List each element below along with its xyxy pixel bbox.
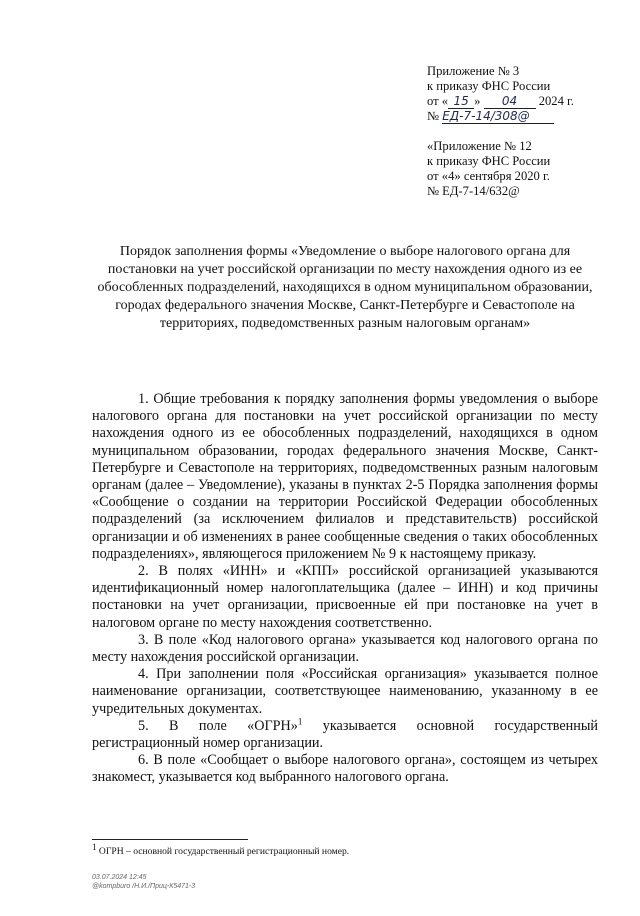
paragraph-2: 2. В полях «ИНН» и «КПП» российской организацией указываются идентификационный номер налогоплательщика (далее – ИНН) и код причины постановки на учет организации, присвоенные ей при постановке на учет в налоговом органе по месту нахождения соответственно. xyxy=(92,563,598,631)
footnote: $^1$ ОГРН – основной государственный регистрационный номер. xyxy=(92,841,350,857)
appendix-number: Приложение № 3 xyxy=(427,64,520,78)
order-number: № ЕД-7-14/308@ xyxy=(427,109,574,124)
handwritten-number: ЕД-7-14/308@ xyxy=(442,110,554,124)
paragraph-5: 5. В поле «ОГРН»$^1$ указывается основной государственный регистрационный номер организации. xyxy=(92,716,598,752)
order-reference: к приказу ФНС России xyxy=(427,79,551,93)
appendix-header-old: «Приложение № 12 к приказу ФНС России от «4» сентября 2020 г. № ЕД-7-14/632@ xyxy=(427,139,551,198)
document-title: Порядок заполнения формы «Уведомление о выборе налогового органа для постановки на учет российской организации по месту нахождения одного из ее обособленных подразделений, находящихся в одном муниципальном образовании, городах федерального значения Москве, Санкт-Петербурге и Севастополе на территориях, подведомственных разным налоговым органам» xyxy=(97,244,593,331)
handwritten-day: 15 xyxy=(448,95,474,109)
paragraph-4: 4. При заполнении поля «Российская организация» указывается полное наименование организации, соответствующее наименованию, указанному в ее учредительных документах. xyxy=(92,666,598,717)
paragraph-3: 3. В поле «Код налогового органа» указывается код налогового органа по месту нахождения российской организации. xyxy=(92,631,598,666)
handwritten-month: 04 xyxy=(484,95,536,109)
print-stamp: 03.07.2024 12:45 @kompburo /Н.И./Приц-К5471-3 xyxy=(92,874,196,890)
appendix-header-new xyxy=(427,64,574,124)
paragraph-1: 1. Общие требования к порядку заполнения формы уведомления о выборе налогового органа для постановки на учет российской организации по месту нахождения одного из ее обособленных подразделений, находящихся в одном муниципальном образовании, городах федерального значения Москве, Санкт-Петербурге и Севастополе на территориях, подведомственных разным налоговым органам (далее – Уведомление), указаны в пунктах 2-5 Порядка заполнения формы «Сообщение о создании на территории Российской Федерации обособленных подразделений (за исключением филиалов и представительств) российской организации и об изменениях в ранее сообщенные сведения о таких обособленных подразделениях», являющегося приложением № 9 к настоящему приказу. xyxy=(92,391,598,562)
document-body xyxy=(92,391,598,787)
footnote-divider xyxy=(92,839,248,840)
paragraph-6: 6. В поле «Сообщает о выборе налогового органа», состоящем из четырех знакомест, указывается код выбранного налогового органа. xyxy=(92,752,598,786)
order-date: от « 15 » 04 2024 г. xyxy=(427,94,574,108)
footnote-ref: 1 xyxy=(297,716,303,727)
